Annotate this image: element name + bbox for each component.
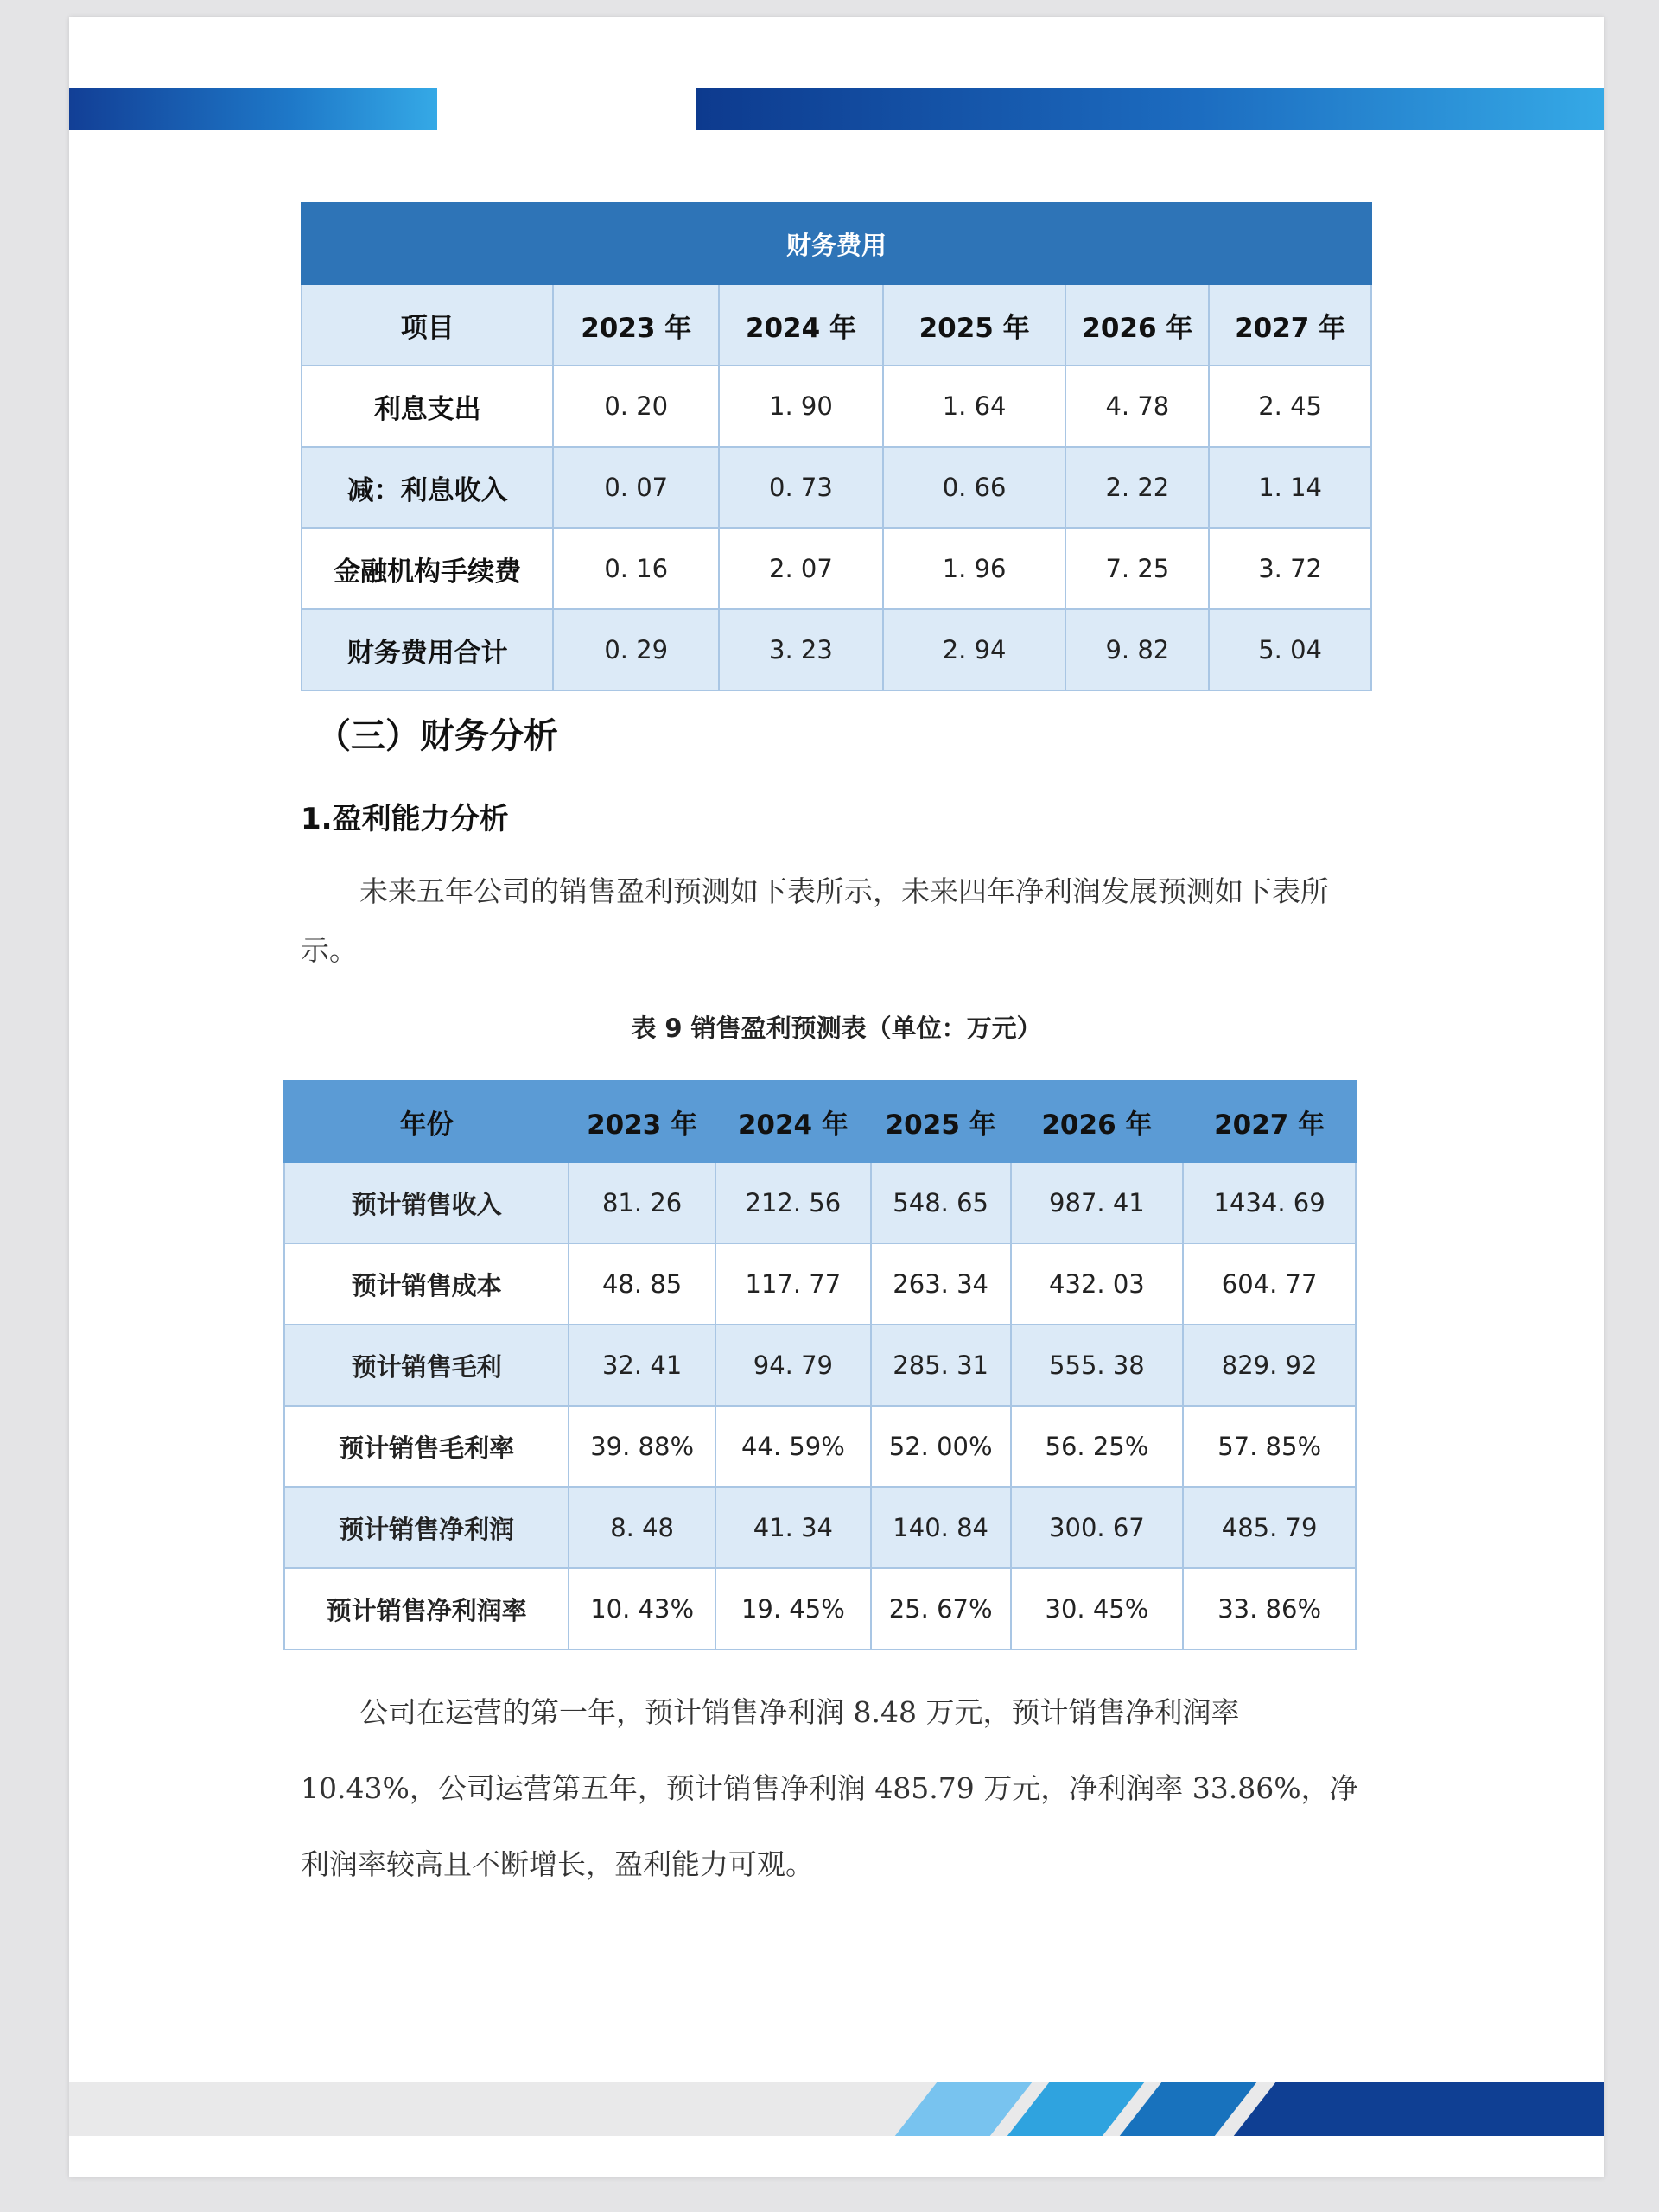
table-row (302, 528, 1371, 609)
row-label: 预计销售毛利 (284, 1325, 569, 1406)
row-label: 预计销售净利润 (284, 1487, 569, 1568)
table-cell: 987. 41 (1011, 1162, 1184, 1243)
table-cell: 485. 79 (1183, 1487, 1356, 1568)
table-cell: 1. 96 (883, 528, 1066, 609)
row-label: 预计销售收入 (284, 1162, 569, 1243)
body-paragraph: 未来五年公司的销售盈利预测如下表所示，未来四年净利润发展预测如下表所示。 (301, 874, 1329, 967)
table-caption: 表 9 销售盈利预测表（单位：万元） (631, 1014, 1042, 1043)
table-cell: 2. 22 (1065, 447, 1209, 528)
footer-stripe (1234, 2082, 1604, 2136)
table-cell: 0. 07 (553, 447, 719, 528)
row-label: 预计销售毛利率 (284, 1406, 569, 1487)
table-cell: 41. 34 (715, 1487, 871, 1568)
table-cell: 81. 26 (569, 1162, 715, 1243)
header-band-left (69, 88, 437, 130)
row-label: 金融机构手续费 (302, 528, 553, 609)
table-cell: 0. 16 (553, 528, 719, 609)
table-cell: 94. 79 (715, 1325, 871, 1406)
column-header: 2025 年 (883, 284, 1066, 365)
table-row (284, 1406, 1356, 1487)
table-cell: 0. 29 (553, 609, 719, 690)
column-header: 年份 (284, 1081, 569, 1162)
table-cell: 285. 31 (871, 1325, 1011, 1406)
table-cell: 2. 07 (719, 528, 883, 609)
table-cell: 140. 84 (871, 1487, 1011, 1568)
table-cell: 604. 77 (1183, 1243, 1356, 1325)
table-cell: 39. 88% (569, 1406, 715, 1487)
row-label: 利息支出 (302, 365, 553, 447)
table-cell: 1434. 69 (1183, 1162, 1356, 1243)
row-label: 预计销售净利润率 (284, 1568, 569, 1649)
table-cell: 2. 45 (1209, 365, 1371, 447)
table-cell: 2. 94 (883, 609, 1066, 690)
table-row (284, 1162, 1356, 1243)
row-label: 减：利息收入 (302, 447, 553, 528)
table-cell: 7. 25 (1065, 528, 1209, 609)
table-cell: 117. 77 (715, 1243, 871, 1325)
row-label: 预计销售成本 (284, 1243, 569, 1325)
table-cell: 10. 43% (569, 1568, 715, 1649)
section-heading: （三）财务分析 (316, 716, 558, 756)
column-header: 2027 年 (1183, 1081, 1356, 1162)
table-cell: 263. 34 (871, 1243, 1011, 1325)
table-cell: 300. 67 (1011, 1487, 1184, 1568)
table-cell: 4. 78 (1065, 365, 1209, 447)
table-cell: 56. 25% (1011, 1406, 1184, 1487)
table-cell: 0. 20 (553, 365, 719, 447)
table-cell: 25. 67% (871, 1568, 1011, 1649)
column-header: 2023 年 (569, 1081, 715, 1162)
table-cell: 0. 66 (883, 447, 1066, 528)
table-cell: 548. 65 (871, 1162, 1011, 1243)
column-header: 2023 年 (553, 284, 719, 365)
table-cell: 5. 04 (1209, 609, 1371, 690)
sales-profit-forecast-table (283, 1080, 1357, 1650)
table-cell: 9. 82 (1065, 609, 1209, 690)
table-cell: 52. 00% (871, 1406, 1011, 1487)
table-cell: 3. 23 (719, 609, 883, 690)
table-row (284, 1568, 1356, 1649)
table-cell: 19. 45% (715, 1568, 871, 1649)
table-cell: 57. 85% (1183, 1406, 1356, 1487)
table-row (284, 1487, 1356, 1568)
table-cell: 432. 03 (1011, 1243, 1184, 1325)
table-cell: 555. 38 (1011, 1325, 1184, 1406)
table-row (302, 447, 1371, 528)
table-cell: 829. 92 (1183, 1325, 1356, 1406)
table-cell: 3. 72 (1209, 528, 1371, 609)
table-row (302, 609, 1371, 690)
row-label: 财务费用合计 (302, 609, 553, 690)
table-title: 财务费用 (302, 203, 1371, 284)
table-cell: 32. 41 (569, 1325, 715, 1406)
table-row (302, 365, 1371, 447)
table-cell: 1. 64 (883, 365, 1066, 447)
document-page (69, 17, 1604, 2177)
table-cell: 33. 86% (1183, 1568, 1356, 1649)
table-cell: 44. 59% (715, 1406, 871, 1487)
table-cell: 1. 90 (719, 365, 883, 447)
table-cell: 48. 85 (569, 1243, 715, 1325)
table-cell: 0. 73 (719, 447, 883, 528)
header-band-right (696, 88, 1604, 130)
sub-heading: 1.盈利能力分析 (301, 802, 509, 836)
column-header: 2024 年 (715, 1081, 871, 1162)
table-cell: 8. 48 (569, 1487, 715, 1568)
table-cell: 30. 45% (1011, 1568, 1184, 1649)
table-row (284, 1325, 1356, 1406)
table-row (284, 1243, 1356, 1325)
column-header: 2024 年 (719, 284, 883, 365)
table-cell: 1. 14 (1209, 447, 1371, 528)
column-header: 2026 年 (1065, 284, 1209, 365)
column-header: 2026 年 (1011, 1081, 1184, 1162)
table-cell: 212. 56 (715, 1162, 871, 1243)
column-header: 项目 (302, 284, 553, 365)
financial-expense-table (301, 202, 1372, 691)
column-header: 2027 年 (1209, 284, 1371, 365)
column-header: 2025 年 (871, 1081, 1011, 1162)
body-paragraph: 公司在运营的第一年，预计销售净利润 8.48 万元，预计销售净利润率 10.43%，公司运营第五年，预计销售净利润 485.79 万元，净利润率 33.86%，净利润率较高且不断增长，盈利能力可观。 (301, 1695, 1358, 1881)
